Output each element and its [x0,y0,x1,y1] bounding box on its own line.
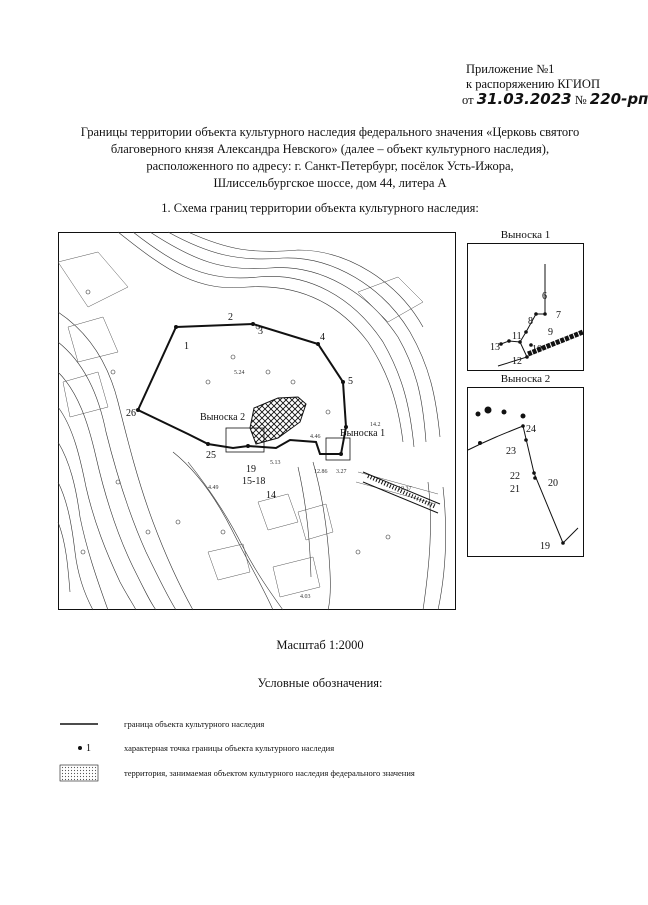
section-heading: 1. Схема границ территории объекта культурного наследия: [161,201,479,215]
inset2-caption: Выноска 2 [500,373,551,385]
appendix-line1: Приложение №1 [466,62,555,76]
inset1-point: 9 [548,327,553,338]
inset2-map [467,387,584,557]
point-label: 19 [246,464,256,475]
legend-text: территория, занимаемая объектом культурного наследия федерального значения [124,768,415,778]
point-label: 2 [228,312,233,323]
inset2-point: 19 [540,541,550,552]
map-scale: Масштаб 1:2000 [276,638,364,652]
boundary-map [58,232,456,610]
boundary-line-symbol [58,714,118,734]
point-label: 4 [320,332,325,343]
elevation-mark: 14.2 [370,422,381,428]
inset1-point: 11 [512,331,522,342]
inset2-point: 21 [510,484,520,495]
title-line1: Границы территории объекта культурного наследия федерального значения «Церковь святого [80,125,580,139]
elevation-mark: 12.86 [314,469,328,475]
legend-point-label: 1 [86,743,91,754]
point-label: 14 [266,490,276,501]
handwritten-number: 220-рп [589,90,648,108]
legend-item-territory [58,763,618,783]
inset2-point: 22 [510,471,520,482]
legend-text: характерная точка границы объекта культурного наследия [124,743,335,753]
point-label: 3 [258,326,263,337]
point-label: 26 [126,408,136,419]
legend-heading: Условные обозначения: [257,676,383,690]
number-sign: № [574,93,587,107]
elevation-mark: 4.03 [300,594,311,600]
point-label: 15-18 [242,476,266,487]
elevation-mark: 3.27 [336,469,347,475]
elevation-mark: 5.24 [234,370,245,376]
inset2-point: 23 [506,446,516,457]
boundary-point-symbol [58,738,118,758]
elevation-mark: 4.46 [310,434,321,440]
inset1-point: 6 [542,291,547,302]
inset1-point: 7 [556,310,561,321]
appendix-header [420,62,648,108]
date-prefix: от [462,93,474,107]
title-line2: благоверного князя Александра Невского» (далее – объект культурного наследия), [110,142,550,156]
point-label: 25 [206,450,216,461]
legend-item-boundary [58,714,618,734]
handwritten-date: 31.03.2023 [476,90,572,108]
callout2-label: Выноска 2 [200,412,246,423]
inset1-caption: Выноска 1 [500,229,551,241]
inset1-point: 12 [512,356,522,367]
inset1-map [467,243,584,371]
legend-item-point [58,738,618,758]
inset2-point: 24 [526,424,536,435]
title-line4: Шлиссельбургское шоссе, дом 44, литера А [213,176,447,190]
elevation-mark: 10.37 [398,486,412,492]
document-title [50,124,610,192]
point-label: 1 [184,341,189,352]
inset1-point: 10 [532,344,542,355]
appendix-line2: к распоряжению КГИОП [466,77,600,91]
inset2 [467,372,584,557]
inset1-point: 8 [528,316,533,327]
appendix-date-line [420,90,648,108]
legend-text: граница объекта культурного наследия [124,719,265,729]
elevation-mark: 4.49 [208,485,219,491]
elevation-mark: 5.13 [270,460,281,466]
inset1-point: 13 [490,342,500,353]
inset2-point: 20 [548,478,558,489]
territory-fill-symbol [58,763,118,783]
title-line3: расположенного по адресу: г. Санкт-Петербург, посёлок Усть-Ижора, [146,159,514,173]
point-label: 5 [348,376,353,387]
inset1 [467,228,584,371]
callout1-label: Выноска 1 [340,428,386,439]
